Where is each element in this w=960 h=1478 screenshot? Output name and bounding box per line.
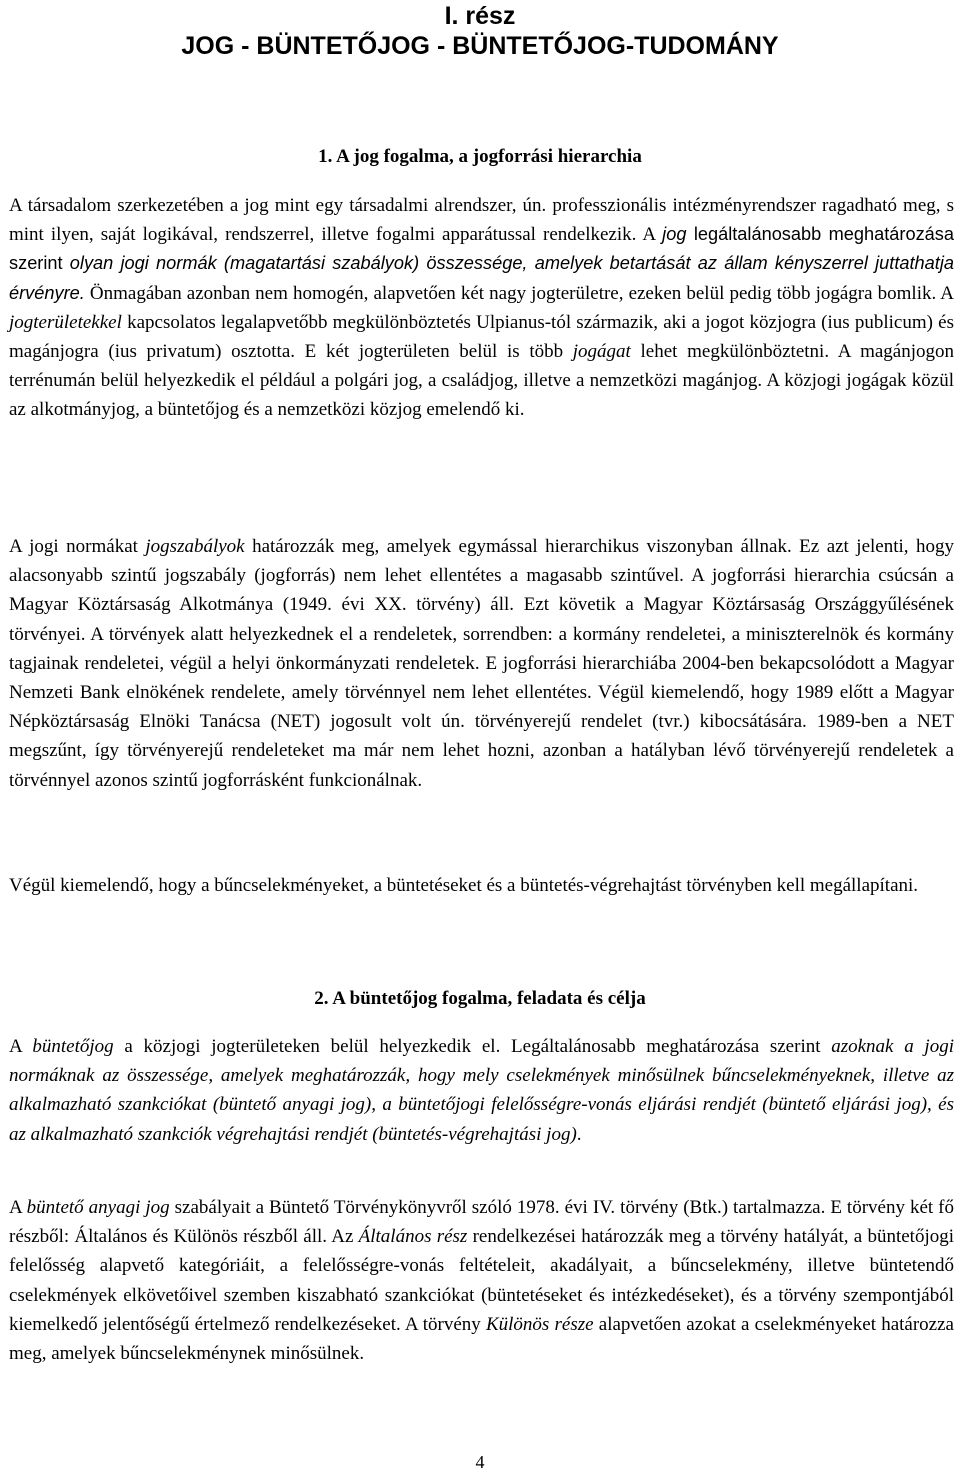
section-2-heading: 2. A büntetőjog fogalma, feladata és célja <box>314 988 646 1009</box>
text-run: szabályait a Büntető Törvénykönyvről szóló 1978. évi IV. törvény (Btk.) tartalmazza. E törvény két fő részből: Általános és Különös részből áll. Az <box>9 1197 954 1248</box>
italic-term-kulonos-resze: Különös része <box>485 1313 594 1335</box>
part-title: I. rész <box>444 2 516 30</box>
paragraph-torvenyben-megallapitas: Végül kiemelendő, hogy a bűncselekményeket, a büntetéseket és a büntetés-végrehajtást törvényben kell megállapítani. <box>9 875 919 896</box>
italic-definition-buntetojog: azoknak a jogi normáknak az összessége, amelyek meghatározzák, hogy mely cselekmények minősülnek bűncselekményeknek, illetve az alkalmazható szankciókat (büntető anyagi jog), a büntetőjogi felelősségre-vonás eljárási rendjét (büntető eljárási jog), és az alkalmazható szankciók végrehajtási rendjét (büntetés-végrehajtási jog) <box>9 1036 954 1145</box>
paragraph-btk <box>9 1193 954 1368</box>
text-run: kapcsolatos legalapvetőbb megkülönböztetés Ulpianus-tól származik, aki a jogot közjogra (ius publicum) és magánjogra (ius privatum) osztotta. E két jogterületen belül is több <box>9 311 954 363</box>
text-run: A <box>9 1197 27 1218</box>
main-title: JOG - BÜNTETŐJOG - BÜNTETŐJOG-TUDOMÁNY <box>181 32 779 60</box>
italic-term-jogszabalyok: jogszabályok <box>145 536 245 557</box>
text-run: A jogi normákat <box>9 536 146 557</box>
text-run: . <box>576 1123 582 1145</box>
italic-term-altalanos-resz: Általános rész <box>358 1226 468 1248</box>
page-number: 4 <box>475 1452 485 1472</box>
text-run: a közjogi jogterületeken belül helyezkedik el. Legáltalánosabb meghatározása szerint <box>113 1036 832 1057</box>
text-run: Önmagában azonban nem homogén, alapvetően két nagy jogterületre, ezeken belül pedig több jogágra bomlik. A <box>84 282 954 304</box>
italic-term-jog: jog <box>662 224 687 245</box>
paragraph-jogforrasi-hierarchia <box>9 532 954 795</box>
section-1-heading: 1. A jog fogalma, a jogforrási hierarchia <box>318 146 642 167</box>
text-run: A társadalom szerkezetében a jog mint egy társadalmi alrendszer, ún. professzionális intézményrendszer ragadható meg, s mint ilyen, saját logikával, rendszerrel, illetve fogalmi apparátussal rendelkezik. A <box>9 195 954 246</box>
text-run: határozzák meg, amelyek egymással hierarchikus viszonyban állnak. Ez azt jelenti, hogy alacsonyabb szintű jogszabály (jogforrás) nem lehet ellentétes a magasabb szintűvel. A jogforrási hierarchia csúcsán a Magyar Köztársaság Alkotmánya (1949. évi XX. törvény) áll. Ezt követik a Magyar Köztársaság Országgyűlésének törvényei. A törvények alatt helyezkednek el a rendeletek, sorrendben: a kormány rendeletei, a miniszterelnök és kormány tagjainak rendeletei, végül a helyi önkormányzati rendeletek. E jogforrási hierarchiába 2004-ben bekapcsolódott a Magyar Nemzeti Bank elnökének rendelete, amely törvénnyel nem lehet ellentétes. Végül kiemelendő, hogy 1989 előtt a Magyar Népköztársaság Elnöki Tanácsa (NET) jogosult volt ún. törvényerejű rendelet (tvr.) kibocsátására. 1989-ben a NET megszűnt, így törvényerejű rendeleteket ma már nem lehet hozni, azonban a hatályban lévő törvényerejű rendeletek a törvénnyel azonos szintű jogforrásként funkcionálnak. <box>9 536 954 791</box>
text-run: alapvetően azokat a cselekményeket határozza meg, amelyek bűncselekménynek minősülnek. <box>9 1313 954 1365</box>
italic-term-jogagat: jogágat <box>572 341 631 363</box>
paragraph-buntetojog-fogalma <box>9 1032 954 1149</box>
italic-definition-jog: olyan jogi normák (magatartási szabályok) összessége, amelyek betartását az állam kényszerrel juttathatja érvényre. <box>9 253 954 303</box>
italic-term-jogteruletek: jogterületekkel <box>9 311 122 333</box>
italic-term-bunteto-anyagi-jog: büntető anyagi jog <box>26 1197 170 1218</box>
text-run: A <box>9 1036 33 1057</box>
italic-term-buntetojog: büntetőjog <box>32 1036 114 1057</box>
text-run: legáltalánosabb meghatározása szerint <box>9 224 954 274</box>
text-run: rendelkezései határozzák meg a törvény hatályát, a büntetőjogi felelősség alapvető kategóriáit, a felelősségre-vonás feltételeit, akadályait, a bűncselekmény, illetve büntetendő cselekmények elkövetőivel szemben kiszabható szankciókat (büntetéseket és intézkedéseket), és a törvény szempontjából kiemelkedő jelentőségű értelmező rendelkezéseket. A törvény <box>9 1226 954 1335</box>
text-run: lehet megkülönböztetni. A magánjogon terrénumán belül helyezkedik el például a polgári jog, a családjog, illetve a nemzetközi magánjog. A közjogi jogágak közül az alkotmányjog, a büntetőjog és a nemzetközi közjog emelendő ki. <box>9 341 954 421</box>
paragraph-jog-fogalma <box>9 191 954 425</box>
